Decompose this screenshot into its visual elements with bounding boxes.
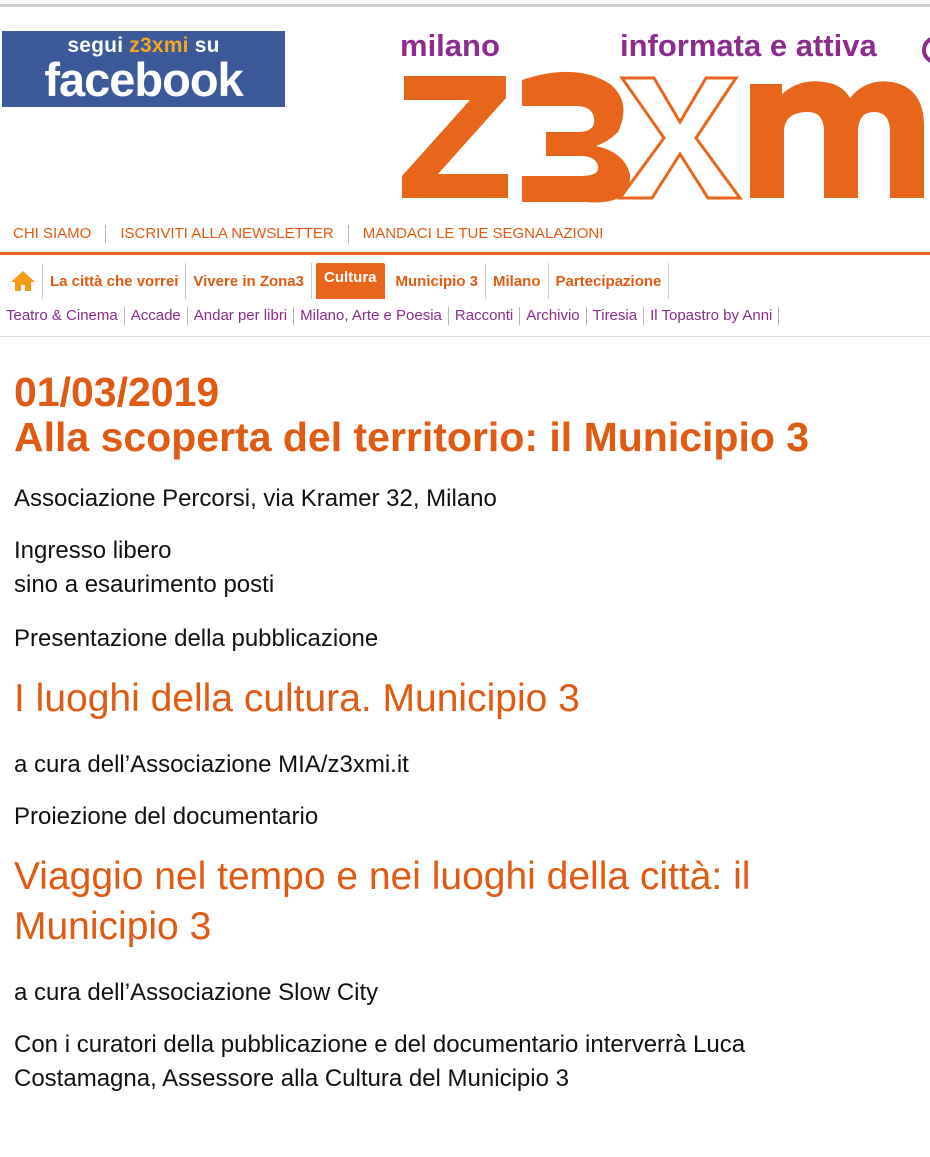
closing-note	[14, 1028, 919, 1096]
menu-partecipazione[interactable]: Partecipazione	[549, 263, 670, 299]
nav-iscriviti-newsletter[interactable]: ISCRIVITI ALLA NEWSLETTER	[106, 225, 348, 243]
menu-cultura[interactable]: Cultura	[316, 263, 385, 299]
header-divider	[0, 252, 930, 255]
top-nav	[0, 222, 617, 246]
home-icon	[10, 270, 36, 292]
submenu-racconti[interactable]: Racconti	[449, 307, 520, 325]
z3xmi-logo-graphic	[396, 28, 930, 208]
top-rule	[0, 4, 930, 7]
menu-vivere-in-zona3[interactable]: Vivere in Zona3	[186, 263, 312, 299]
submenu-il-topastro[interactable]: Il Topastro by Anni	[644, 307, 779, 325]
facebook-wordmark: facebook	[44, 53, 243, 106]
article-date: 01/03/2019	[14, 369, 220, 415]
publication-curator: a cura dell’Associazione MIA/z3xmi.it	[14, 751, 409, 778]
home-button[interactable]	[4, 263, 43, 299]
submenu-archivio[interactable]: Archivio	[520, 307, 586, 325]
submenu-milano-arte-poesia[interactable]: Milano, Arte e Poesia	[294, 307, 449, 325]
nav-mandaci-segnalazioni[interactable]: MANDACI LE TUE SEGNALAZIONI	[362, 225, 604, 242]
submenu-teatro-cinema[interactable]: Teatro & Cinema	[0, 307, 125, 325]
documentary-title	[14, 852, 919, 952]
site-logo[interactable]	[396, 28, 930, 208]
closing-line-1: Con i curatori della pubblicazione e del documentario interverrà Luca	[14, 1031, 746, 1058]
entry-line-2: sino a esaurimento posti	[14, 571, 275, 598]
facebook-banner-top-text: segui z3xmi su	[67, 34, 220, 57]
entry-info	[14, 534, 919, 602]
submenu-tiresia[interactable]: Tiresia	[587, 307, 644, 325]
documentary-curator: a cura dell’Associazione Slow City	[14, 979, 379, 1006]
documentary-title-line-1: Viaggio nel tempo e nei luoghi della città: il	[14, 855, 751, 898]
submenu-andar-per-libri[interactable]: Andar per libri	[188, 307, 294, 325]
logo-tagline-right: informata e attiva	[620, 28, 877, 63]
documentary-intro: Proiezione del documentario	[14, 803, 319, 830]
menu-municipio-3[interactable]: Municipio 3	[389, 263, 487, 299]
submenu-divider	[0, 336, 930, 337]
submenu-accade[interactable]: Accade	[125, 307, 188, 325]
nav-chi-siamo[interactable]: CHI SIAMO	[0, 225, 106, 243]
closing-line-2: Costamagna, Assessore alla Cultura del Municipio 3	[14, 1065, 569, 1092]
main-menu	[4, 263, 669, 299]
article	[14, 370, 919, 1116]
menu-la-citta-che-vorrei[interactable]: La città che vorrei	[43, 263, 186, 299]
publication-title: I luoghi della cultura. Municipio 3	[14, 677, 580, 720]
menu-milano[interactable]: Milano	[486, 263, 549, 299]
article-title: Alla scoperta del territorio: il Municipio 3	[14, 414, 810, 460]
documentary-title-line-2: Municipio 3	[14, 905, 212, 948]
event-location: Associazione Percorsi, via Kramer 32, Milano	[14, 485, 497, 512]
sub-menu	[0, 306, 779, 326]
publication-intro: Presentazione della pubblicazione	[14, 625, 379, 652]
entry-line-1: Ingresso libero	[14, 537, 172, 564]
logo-tagline-left: milano	[400, 28, 500, 63]
facebook-follow-banner[interactable]	[2, 31, 285, 107]
